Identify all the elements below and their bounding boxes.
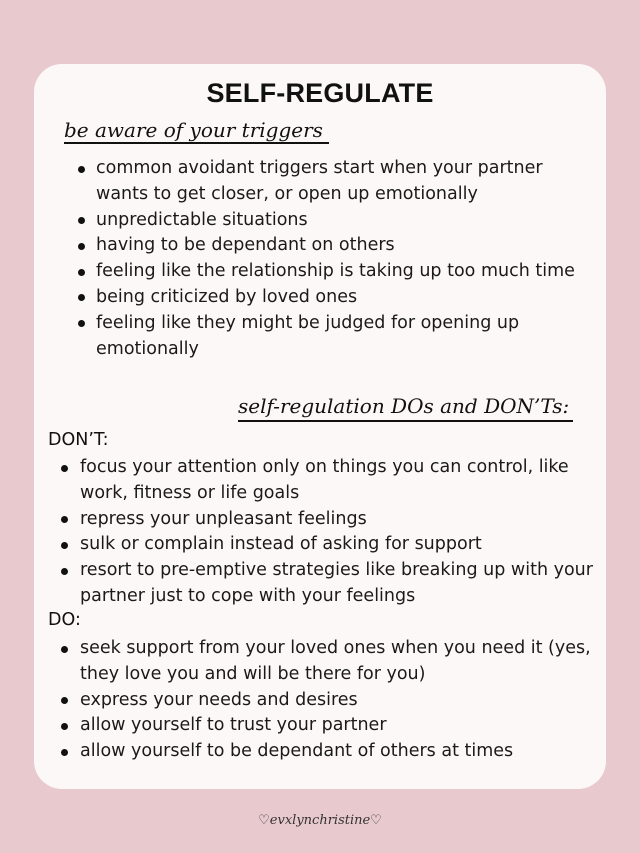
list-item-text: seek support from your loved ones when you need it (yes, they love you and will be there for you)	[80, 638, 591, 684]
bullet-icon	[61, 749, 68, 756]
list-item	[80, 455, 596, 507]
list-item	[80, 532, 596, 558]
bullet-icon	[61, 646, 68, 653]
list-item	[80, 739, 596, 765]
dos-donts-heading-underline	[238, 420, 573, 422]
triggers-heading-text: be aware of your triggers	[64, 118, 323, 142]
list-item	[80, 558, 596, 610]
list-item	[96, 285, 596, 311]
dos-list	[80, 636, 596, 765]
list-item	[96, 156, 596, 208]
dos-donts-heading	[238, 394, 569, 418]
bullet-icon	[78, 269, 85, 276]
bullet-icon	[61, 542, 68, 549]
dos-donts-heading-text: self-regulation DOs and DON’Ts:	[238, 394, 570, 418]
triggers-list	[96, 156, 596, 362]
list-item-text: feeling like the relationship is taking up too much time	[96, 261, 575, 282]
list-item-text: allow yourself to trust your partner	[80, 715, 387, 736]
bullet-icon	[61, 723, 68, 730]
list-item-text: being criticized by loved ones	[96, 286, 358, 307]
bullet-icon	[78, 243, 85, 250]
list-item-text: having to be dependant on others	[96, 235, 395, 256]
bullet-icon	[61, 568, 68, 575]
list-item	[80, 713, 596, 739]
bullet-icon	[61, 465, 68, 472]
dont-label: DON’T:	[48, 430, 109, 450]
list-item	[80, 636, 596, 688]
list-item	[96, 259, 596, 285]
triggers-heading-underline	[64, 142, 329, 144]
list-item-text: allow yourself to be dependant of others at times	[80, 741, 514, 762]
list-item-text: unpredictable situations	[96, 209, 308, 230]
list-item-text: sulk or complain instead of asking for support	[80, 534, 482, 555]
list-item-text: common avoidant triggers start when your partner wants to get closer, or open up emotionally	[96, 158, 543, 204]
list-item-text: express your needs and desires	[80, 689, 358, 710]
list-item	[96, 208, 596, 234]
list-item-text: resort to pre-emptive strategies like breaking up with your partner just to cope with your feelings	[80, 560, 593, 606]
list-item	[80, 507, 596, 533]
list-item-text: focus your attention only on things you can control, like work, fitness or life goals	[80, 457, 569, 503]
page-title: SELF-REGULATE	[206, 78, 434, 108]
list-item	[96, 311, 596, 363]
list-item	[80, 688, 596, 714]
donts-list	[80, 455, 596, 610]
list-item-text: repress your unpleasant feelings	[80, 508, 367, 529]
bullet-icon	[78, 166, 85, 173]
author-signature: ♡evxlynchristine♡	[258, 813, 382, 828]
list-item-text: feeling like they might be judged for opening up emotionally	[96, 312, 520, 359]
triggers-heading	[64, 118, 323, 142]
list-item	[96, 233, 596, 259]
do-label: DO:	[48, 610, 81, 630]
